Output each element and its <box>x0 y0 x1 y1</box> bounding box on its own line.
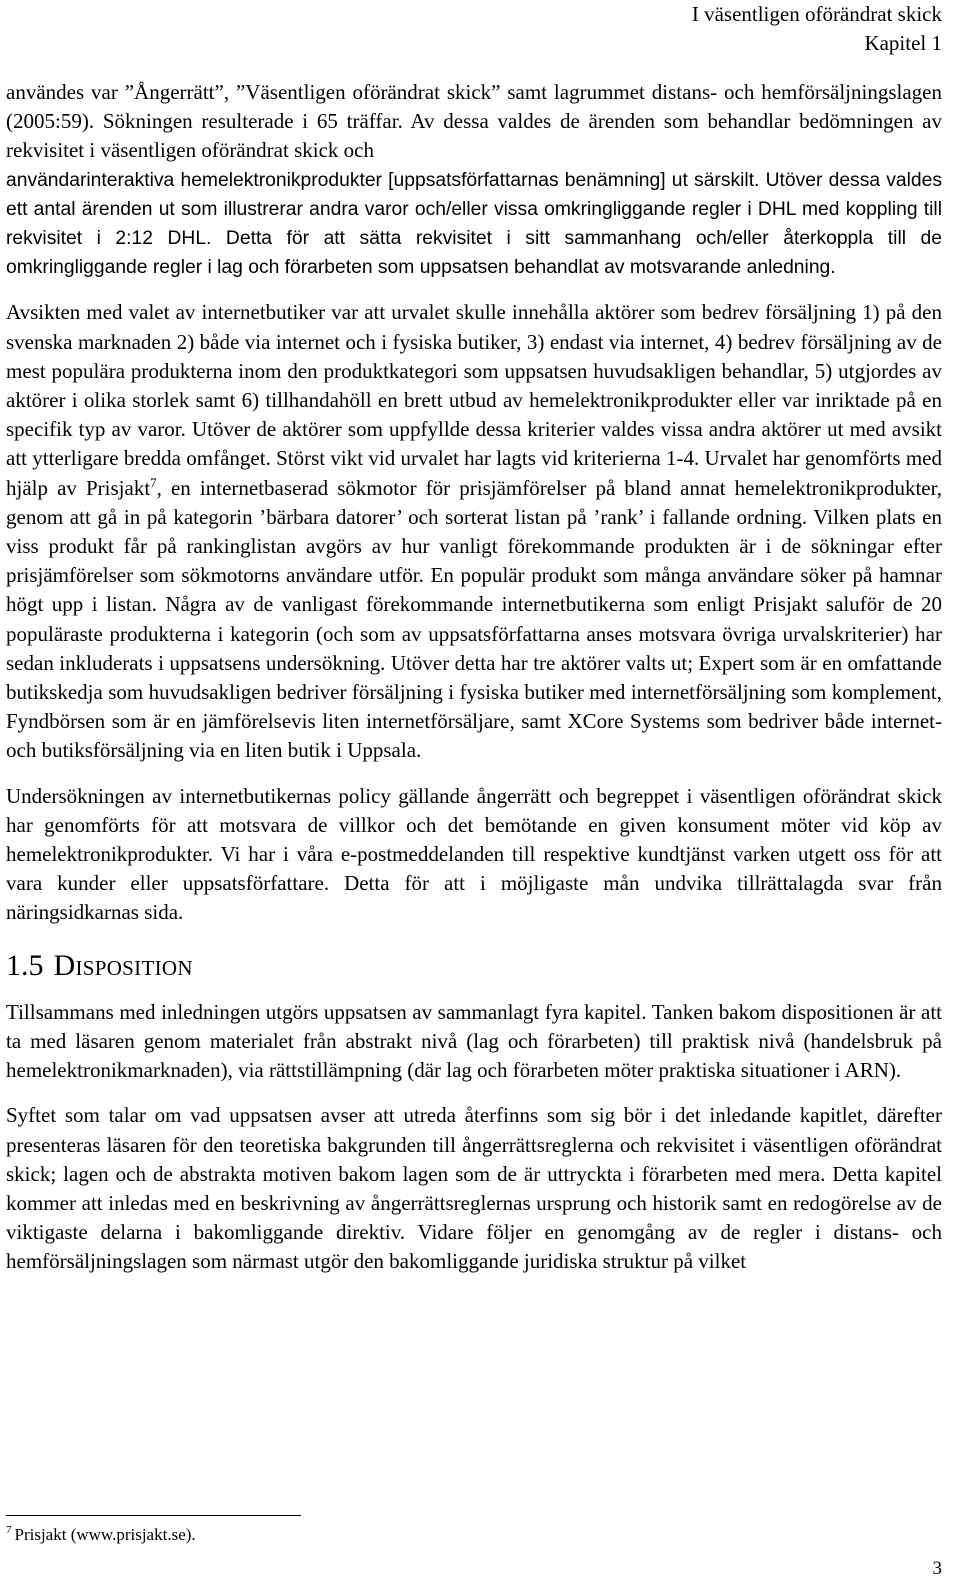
paragraph-spacer <box>6 1085 942 1101</box>
paragraph-text: användes var ”Ångerrätt”, ”Väsentligen oförändrat skick” samt lagrummet distans- och hemförsäljningslagen (2005:59). Sökningen resulterade i 65 träffar. Av dessa valdes de ärenden som behandlar bedömningen av rekvisitet i väsentligen oförändrat skick och <box>6 80 942 163</box>
footnote-reference[interactable]: 7 <box>150 474 157 490</box>
page-number: 3 <box>932 1558 942 1579</box>
footnote <box>6 1524 196 1546</box>
paragraph-disposition-intro: Tillsammans med inledningen utgörs uppsatsen av sammanlagt fyra kapitel. Tanken bakom dispositionen är att ta med läsaren genom materialet från abstrakt nivå (lag och förarbeten) till praktisk nivå (handelsbruk på hemelektronikmarknaden), via rättstillämpning (där lag och förarbeten möter praktiska situationer i ARN). <box>6 999 942 1083</box>
paragraph-disposition-details: Syftet som talar om vad uppsatsen avser att utreda återfinns som sig bör i det inledande kapitlet, därefter presenteras läsaren för den teoretiska bakgrunden till ångerrättsreglerna och rekvisitet i väsentligen oförändrat skick; lagen och de abstrakta motiven bakom lagen som de är uttryckta i förarbeten med mera. Detta kapitel kommer att inledas med en beskrivning av ångerrättsreglernas ursprung och historik samt en redogörelse av de viktigaste delarna i bakomliggande direktiv. Vidare följer en genomgång av de regler i distans- och hemförsäljningslagen som närmast utgör den bakomliggande juridiska struktur på vilket <box>6 1103 942 1274</box>
paragraph-spacer <box>6 282 942 298</box>
paragraph-selection-criteria: användarinteraktiva hemelektronikprodukter [uppsatsförfattarnas benämning] ut särskilt. Utöver dessa valdes ett antal ärenden ut som illustrerar andra varor och/eller vissa omkringliggande regler i DHL med koppling till rekvisitet i 2:12 DHL. Detta för att sätta rekvisitet i sitt sammanhang och/eller återkoppla till de omkringliggande regler i lag och förarbeten som uppsatsen behandlat av motsvarande anledning. <box>6 169 942 279</box>
page-body <box>6 78 942 1277</box>
section-title: Disposition <box>53 948 193 982</box>
footnote-separator <box>6 1515 301 1516</box>
paragraph-spacer <box>6 766 942 782</box>
footnote-text: Prisjakt (www.prisjakt.se). <box>14 1525 196 1544</box>
header-chapter-number: Kapitel 1 <box>864 31 942 55</box>
paragraph-store-selection <box>6 298 942 765</box>
header-chapter-title: I väsentligen oförändrat skick <box>691 2 942 26</box>
paragraph-search-terms <box>6 78 942 166</box>
section-heading <box>6 948 942 984</box>
footnote-marker: 7 <box>6 1524 12 1537</box>
paragraph-text: , en internetbaserad sökmotor för prisjämförelser på bland annat hemelektronikprodukter, genom att gå in på kategorin ’bärbara datorer’ och sorterat listan på ’rank’ i fallande ordning. Vilken plats en viss produkt får på rankinglistan avgörs av hur vanligt förekommande produkten är i de sökningar efter prisjämförelser som sökmotorns användare utför. En populär produkt som många användare söker på hamnar högt upp i listan. Några av de vanligast förekommande internetbutikerna som enligt Prisjakt saluför de 20 populäraste produkterna i kategorin (och som av uppsatsförfattarna anses motsvara övriga urvalskriterier) har sedan inkluderats i uppsatsens undersökning. Utöver detta har tre aktörer valts ut; Expert som är en omfattande butikskedja som huvudsakligen bedriver försäljning i fysiska butiker med internetförsäljning som komplement, Fyndbörsen som är en jämförelsevis liten internetförsäljare, samt XCore Systems som bedriver både internet- och butiksförsäljning via en liten butik i Uppsala. <box>6 475 942 763</box>
running-header <box>692 0 942 58</box>
section-number: 1.5 <box>6 948 44 982</box>
paragraph-text: Avsikten med valet av internetbutiker var att urvalet skulle innehålla aktörer som bedrev försäljning 1) på den svenska marknaden 2) både via internet och i fysiska butiker, 3) endast via internet, 4) bedrev försäljning av de mest populära produkterna inom den produktkategori som uppsatsen huvudsakligen behandlar, 5) utgjordes av aktörer i olika storlek samt 6) tillhandahöll en brett utbud av hemelektronikprodukter eller var inriktade på en specifik typ av varor. Utöver de aktörer som uppfyllde dessa kriterier valdes vissa andra aktörer ut med avsikt att ytterligare bredda omfånget. Störst vikt vid urvalet har lagts vid kriterierna 1-4. Urvalet har genomförts med hjälp av Prisjakt <box>6 300 942 500</box>
paragraph-policy-study: Undersökningen av internetbutikernas policy gällande ångerrätt och begreppet i väsentligen oförändrat skick har genomförts för att motsvara de villkor och det bemötande en given konsument möter vid köp av hemelektronikprodukter. Vi har i våra e-postmeddelanden till respektive kundtjänst varken utgett oss för att vara kunder eller uppsatsförfattare. Detta för att i möjligaste mån undvika tillrättalagda svar från näringsidkarnas sida. <box>6 783 942 925</box>
